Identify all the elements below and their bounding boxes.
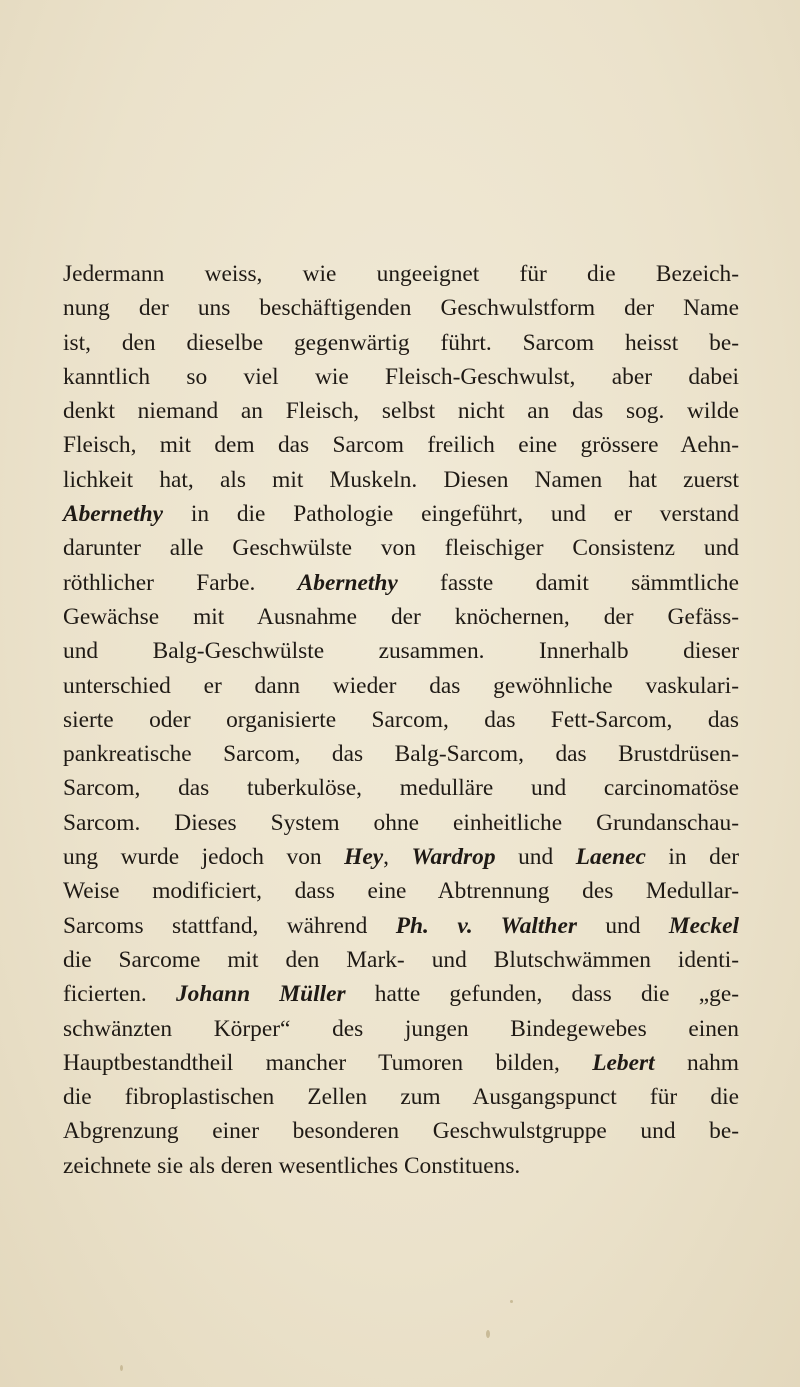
paper-speck [510, 1300, 513, 1303]
text-line [63, 703, 739, 737]
text-line [63, 566, 739, 600]
text-segment: schwänzten Körper“ des jungen Bindegewebes einen [63, 1015, 739, 1042]
text-segment: Gewächse mit Ausnahme der knöchernen, der Gefäss- [63, 603, 739, 630]
text-line [63, 497, 739, 531]
text-line [63, 600, 739, 634]
author-name: Abernethy [63, 501, 164, 528]
text-line [63, 874, 739, 908]
text-line [63, 1149, 739, 1183]
text-line [63, 943, 739, 977]
text-segment: in der [645, 844, 739, 871]
text-segment: sierte oder organisierte Sarcom, das Fett-Sarcom, das [63, 706, 739, 733]
text-line [63, 909, 739, 943]
text-line [63, 771, 739, 805]
text-line [63, 669, 739, 703]
text-segment: Weise modificiert, dass eine Abtrennung des Medullar- [63, 878, 739, 905]
author-name: Ph. v. Walther [395, 912, 577, 939]
text-segment: und [495, 844, 576, 871]
text-segment: ist, den dieselbe gegenwärtig führt. Sarcom heisst be- [63, 329, 739, 356]
text-segment: pankreatische Sarcom, das Balg-Sarcom, das Brustdrüsen- [63, 741, 739, 768]
text-line [63, 1046, 739, 1080]
author-name: Lebert [592, 1049, 655, 1076]
text-segment: hatte gefunden, dass die „ge- [345, 981, 739, 1008]
text-segment: ficierten. [63, 981, 176, 1008]
author-name: Johann Müller [175, 981, 346, 1008]
text-line [63, 257, 739, 291]
author-name: Hey [344, 844, 384, 871]
text-segment: , [383, 844, 412, 871]
text-line [63, 1012, 739, 1046]
initial-letter: Jedermann weiss, wie ungeeignet für die Bezeich- [63, 261, 739, 287]
text-segment: nung der uns beschäftigenden Geschwulstform der Name [63, 295, 739, 322]
text-segment: und Balg-Geschwülste zusammen. Innerhalb dieser [63, 638, 739, 665]
text-segment: Hauptbestandtheil mancher Tumoren bilden, [63, 1049, 593, 1076]
text-line [63, 360, 739, 394]
text-segment: unterschied er dann wieder das gewöhnliche vaskulari- [63, 672, 739, 699]
body-paragraph [63, 257, 739, 1183]
text-segment: und [576, 912, 669, 939]
text-segment: Fleisch, mit dem das Sarcom freilich eine grössere Aehn- [63, 432, 739, 459]
author-name: Wardrop [411, 844, 496, 871]
text-line [63, 634, 739, 668]
text-line [63, 291, 739, 325]
author-name: Abernethy [297, 569, 398, 596]
text-line [63, 737, 739, 771]
text-segment: Sarcom. Dieses System ohne einheitliche Grundanschau- [63, 809, 739, 836]
paper-speck [486, 1330, 490, 1338]
paper-speck [120, 1365, 123, 1371]
text-segment: Sarcoms stattfand, während [63, 912, 396, 939]
text-segment: darunter alle Geschwülste von fleischiger Consistenz und [63, 535, 739, 562]
text-segment: die Sarcome mit den Mark- und Blutschwämmen identi- [63, 946, 739, 973]
text-line [63, 1080, 739, 1114]
text-segment: fasste damit sämmtliche [397, 569, 739, 596]
text-line [63, 840, 739, 874]
text-segment: zeichnete sie als deren wesentliches Constituens. [63, 1152, 521, 1179]
text-line [63, 394, 739, 428]
text-segment: die fibroplastischen Zellen zum Ausgangspunct für die [63, 1084, 739, 1111]
author-name: Meckel [668, 912, 740, 939]
author-name: Laenec [575, 844, 646, 871]
text-segment: Abgrenzung einer besonderen Geschwulstgruppe und be- [63, 1118, 739, 1145]
text-segment: denkt niemand an Fleisch, selbst nicht an das sog. wilde [63, 398, 739, 425]
text-line [63, 326, 739, 360]
text-segment: in die Pathologie eingeführt, und er verstand [163, 501, 739, 528]
text-segment: Sarcom, das tuberkulöse, medulläre und carcinomatöse [63, 775, 739, 802]
text-line [63, 531, 739, 565]
text-segment: ung wurde jedoch von [63, 844, 345, 871]
text-segment: kanntlich so viel wie Fleisch-Geschwulst, aber dabei [63, 363, 739, 390]
text-line [63, 1114, 739, 1148]
text-segment: nahm [654, 1049, 739, 1076]
text-segment: röthlicher Farbe. [63, 569, 298, 596]
text-line [63, 806, 739, 840]
text-line [63, 463, 739, 497]
text-line [63, 428, 739, 462]
text-segment: lichkeit hat, als mit Muskeln. Diesen Namen hat zuerst [63, 466, 739, 493]
text-line [63, 977, 739, 1011]
